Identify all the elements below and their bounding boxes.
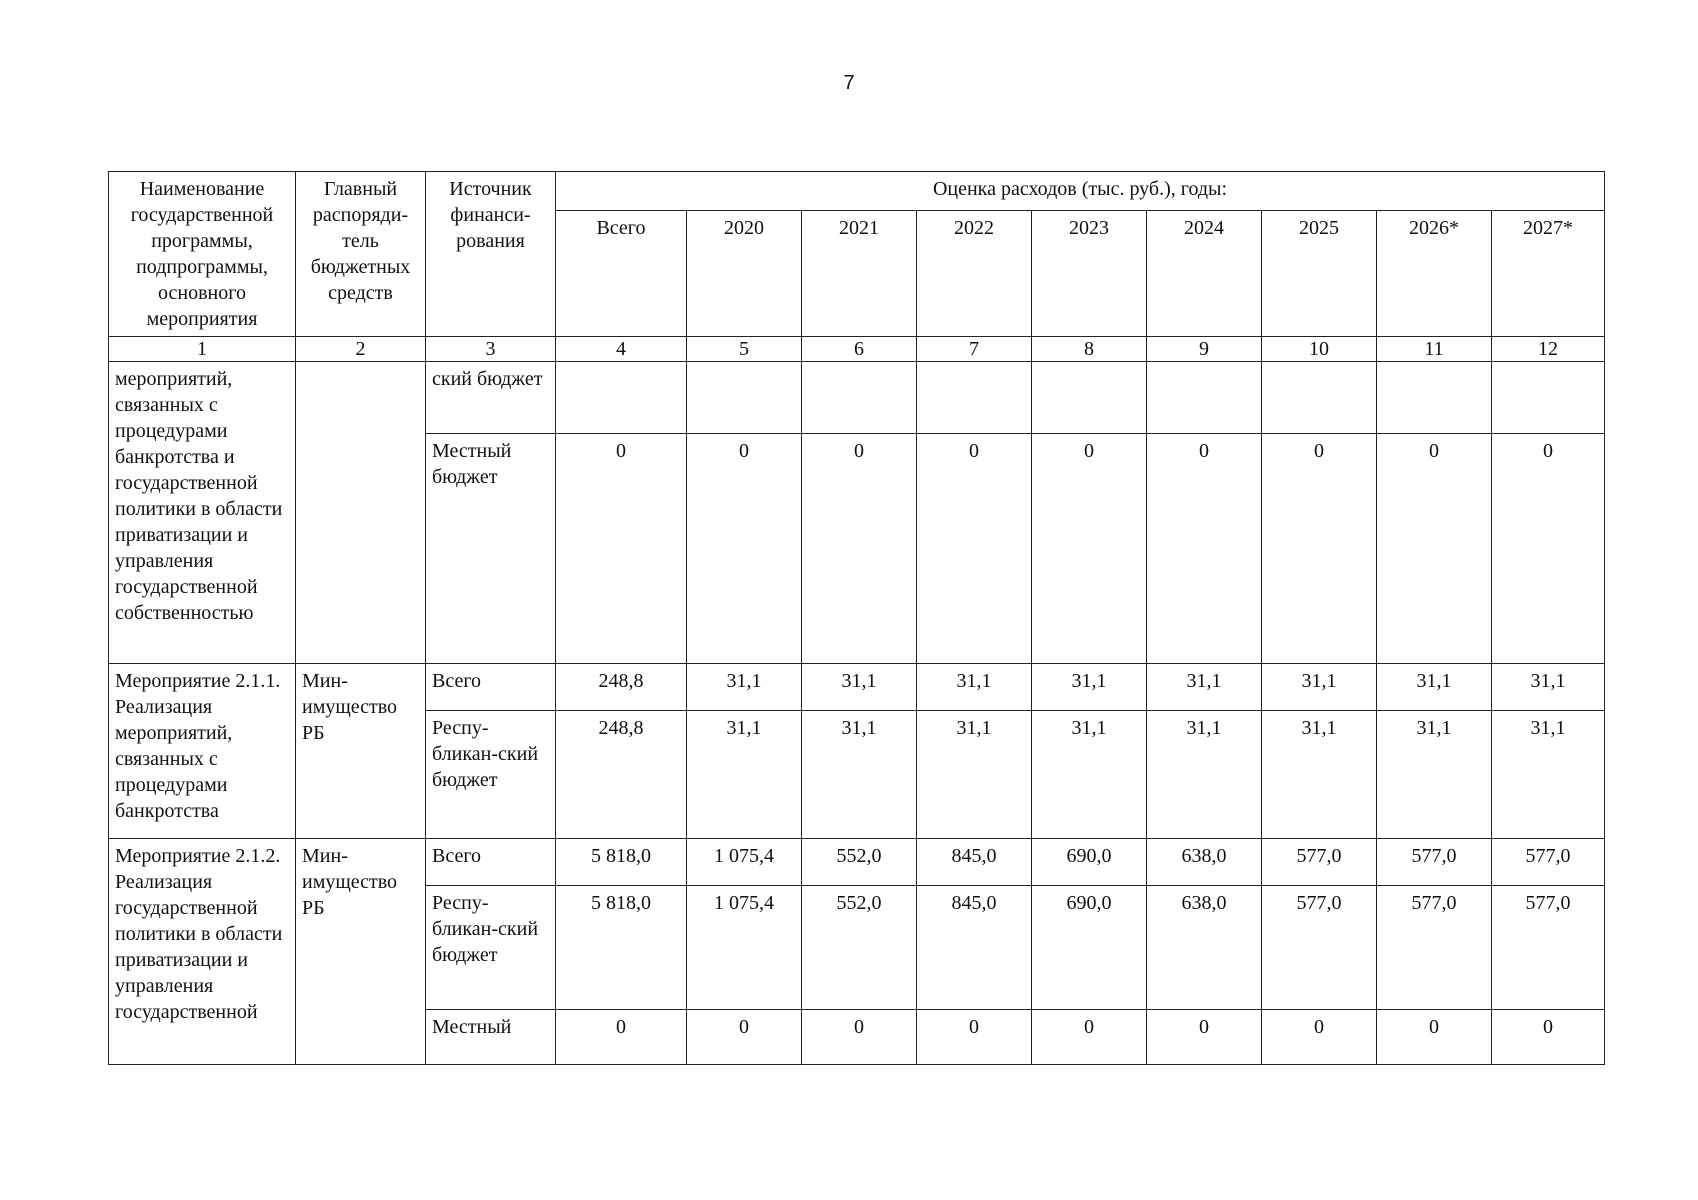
- value-cell: 0: [1262, 1010, 1377, 1065]
- value-cell: [1262, 362, 1377, 434]
- table-row: [109, 839, 1605, 886]
- value-cell: 0: [1147, 1010, 1262, 1065]
- header-year: 2022: [917, 210, 1032, 336]
- value-cell: 0: [556, 434, 687, 664]
- value-cell: [1032, 362, 1147, 434]
- header-year: 2024: [1147, 210, 1262, 336]
- value-cell: 31,1: [917, 664, 1032, 711]
- source-cell: Респу-бликан-ский бюджет: [426, 886, 556, 1010]
- value-cell: [556, 362, 687, 434]
- value-cell: [1147, 362, 1262, 434]
- table-row: [109, 664, 1605, 711]
- value-cell: 552,0: [802, 886, 917, 1010]
- column-number: 4: [556, 337, 687, 362]
- value-cell: 690,0: [1032, 839, 1147, 886]
- source-cell: Местный бюджет: [426, 434, 556, 664]
- column-number: 8: [1032, 337, 1147, 362]
- value-cell: 577,0: [1492, 886, 1605, 1010]
- value-cell: 0: [802, 1010, 917, 1065]
- column-number: 10: [1262, 337, 1377, 362]
- value-cell: 1 075,4: [687, 886, 802, 1010]
- value-cell: 0: [687, 1010, 802, 1065]
- distributor-cell: Мин-имущество РБ: [296, 664, 426, 839]
- value-cell: 31,1: [1377, 664, 1492, 711]
- column-number: 11: [1377, 337, 1492, 362]
- value-cell: 0: [556, 1010, 687, 1065]
- value-cell: 0: [1147, 434, 1262, 664]
- table-body: [109, 362, 1605, 1065]
- value-cell: 31,1: [687, 664, 802, 711]
- source-cell: ский бюджет: [426, 362, 556, 434]
- value-cell: 577,0: [1262, 886, 1377, 1010]
- header-year: 2020: [687, 210, 802, 336]
- value-cell: 31,1: [1032, 664, 1147, 711]
- value-cell: [1377, 362, 1492, 434]
- value-cell: 0: [1032, 434, 1147, 664]
- value-cell: 0: [1377, 434, 1492, 664]
- header-distributor: Главный распоряди-тель бюджетных средств: [296, 172, 426, 337]
- header-name: Наименование государственной программы, подпрограммы, основного мероприятия: [109, 172, 296, 337]
- value-cell: 0: [802, 434, 917, 664]
- value-cell: 577,0: [1377, 886, 1492, 1010]
- value-cell: 0: [1262, 434, 1377, 664]
- value-cell: 31,1: [1262, 711, 1377, 839]
- value-cell: 31,1: [1147, 664, 1262, 711]
- column-number: 1: [109, 337, 296, 362]
- header-year: 2027*: [1492, 210, 1605, 336]
- value-cell: 31,1: [802, 664, 917, 711]
- header-year: 2023: [1032, 210, 1147, 336]
- value-cell: 0: [1492, 1010, 1605, 1065]
- value-cell: 248,8: [556, 664, 687, 711]
- column-number: 7: [917, 337, 1032, 362]
- value-cell: 845,0: [917, 839, 1032, 886]
- header-year: 2026*: [1377, 210, 1492, 336]
- column-number: 9: [1147, 337, 1262, 362]
- source-cell: Местный: [426, 1010, 556, 1065]
- distributor-cell: [296, 362, 426, 664]
- value-cell: 552,0: [802, 839, 917, 886]
- value-cell: 0: [687, 434, 802, 664]
- distributor-cell: Мин-имущество РБ: [296, 839, 426, 1065]
- column-number: 3: [426, 337, 556, 362]
- header-year: 2025: [1262, 210, 1377, 336]
- column-number: 2: [296, 337, 426, 362]
- header-year: 2021: [802, 210, 917, 336]
- value-cell: 31,1: [687, 711, 802, 839]
- value-cell: 248,8: [556, 711, 687, 839]
- source-cell: Респу-бликан-ский бюджет: [426, 711, 556, 839]
- event-name-cell: мероприятий, связанных с процедурами банкротства и государственной политики в области приватизации и управления государственной собственностью: [109, 362, 296, 664]
- value-cell: 31,1: [1492, 711, 1605, 839]
- value-cell: 0: [917, 1010, 1032, 1065]
- value-cell: 31,1: [1377, 711, 1492, 839]
- expenses-table: [108, 171, 1605, 1065]
- header-expenses-title: Оценка расходов (тыс. руб.), годы:: [556, 172, 1605, 211]
- value-cell: 577,0: [1262, 839, 1377, 886]
- value-cell: 5 818,0: [556, 886, 687, 1010]
- value-cell: 31,1: [802, 711, 917, 839]
- value-cell: 638,0: [1147, 839, 1262, 886]
- value-cell: 0: [1492, 434, 1605, 664]
- value-cell: 577,0: [1377, 839, 1492, 886]
- value-cell: 845,0: [917, 886, 1032, 1010]
- column-number: 12: [1492, 337, 1605, 362]
- table-row: [109, 362, 1605, 434]
- column-number: 6: [802, 337, 917, 362]
- column-number: 5: [687, 337, 802, 362]
- value-cell: [687, 362, 802, 434]
- source-cell: Всего: [426, 664, 556, 711]
- value-cell: 31,1: [1032, 711, 1147, 839]
- value-cell: 5 818,0: [556, 839, 687, 886]
- page-number: 7: [843, 72, 855, 94]
- value-cell: 31,1: [917, 711, 1032, 839]
- value-cell: [917, 362, 1032, 434]
- value-cell: 0: [1377, 1010, 1492, 1065]
- value-cell: [1492, 362, 1605, 434]
- header-source: Источник финанси-рования: [426, 172, 556, 337]
- value-cell: 577,0: [1492, 839, 1605, 886]
- value-cell: 31,1: [1147, 711, 1262, 839]
- value-cell: 638,0: [1147, 886, 1262, 1010]
- event-name-cell: Мероприятие 2.1.1. Реализация мероприятий, связанных с процедурами банкротства: [109, 664, 296, 839]
- event-name-cell: Мероприятие 2.1.2. Реализация государственной политики в области приватизации и управления государственной: [109, 839, 296, 1065]
- table-header: [109, 172, 1605, 362]
- value-cell: [802, 362, 917, 434]
- value-cell: 0: [917, 434, 1032, 664]
- value-cell: 0: [1032, 1010, 1147, 1065]
- value-cell: 31,1: [1262, 664, 1377, 711]
- value-cell: 690,0: [1032, 886, 1147, 1010]
- column-numbers-row: [109, 337, 1605, 362]
- value-cell: 31,1: [1492, 664, 1605, 711]
- header-year: Всего: [556, 210, 687, 336]
- source-cell: Всего: [426, 839, 556, 886]
- value-cell: 1 075,4: [687, 839, 802, 886]
